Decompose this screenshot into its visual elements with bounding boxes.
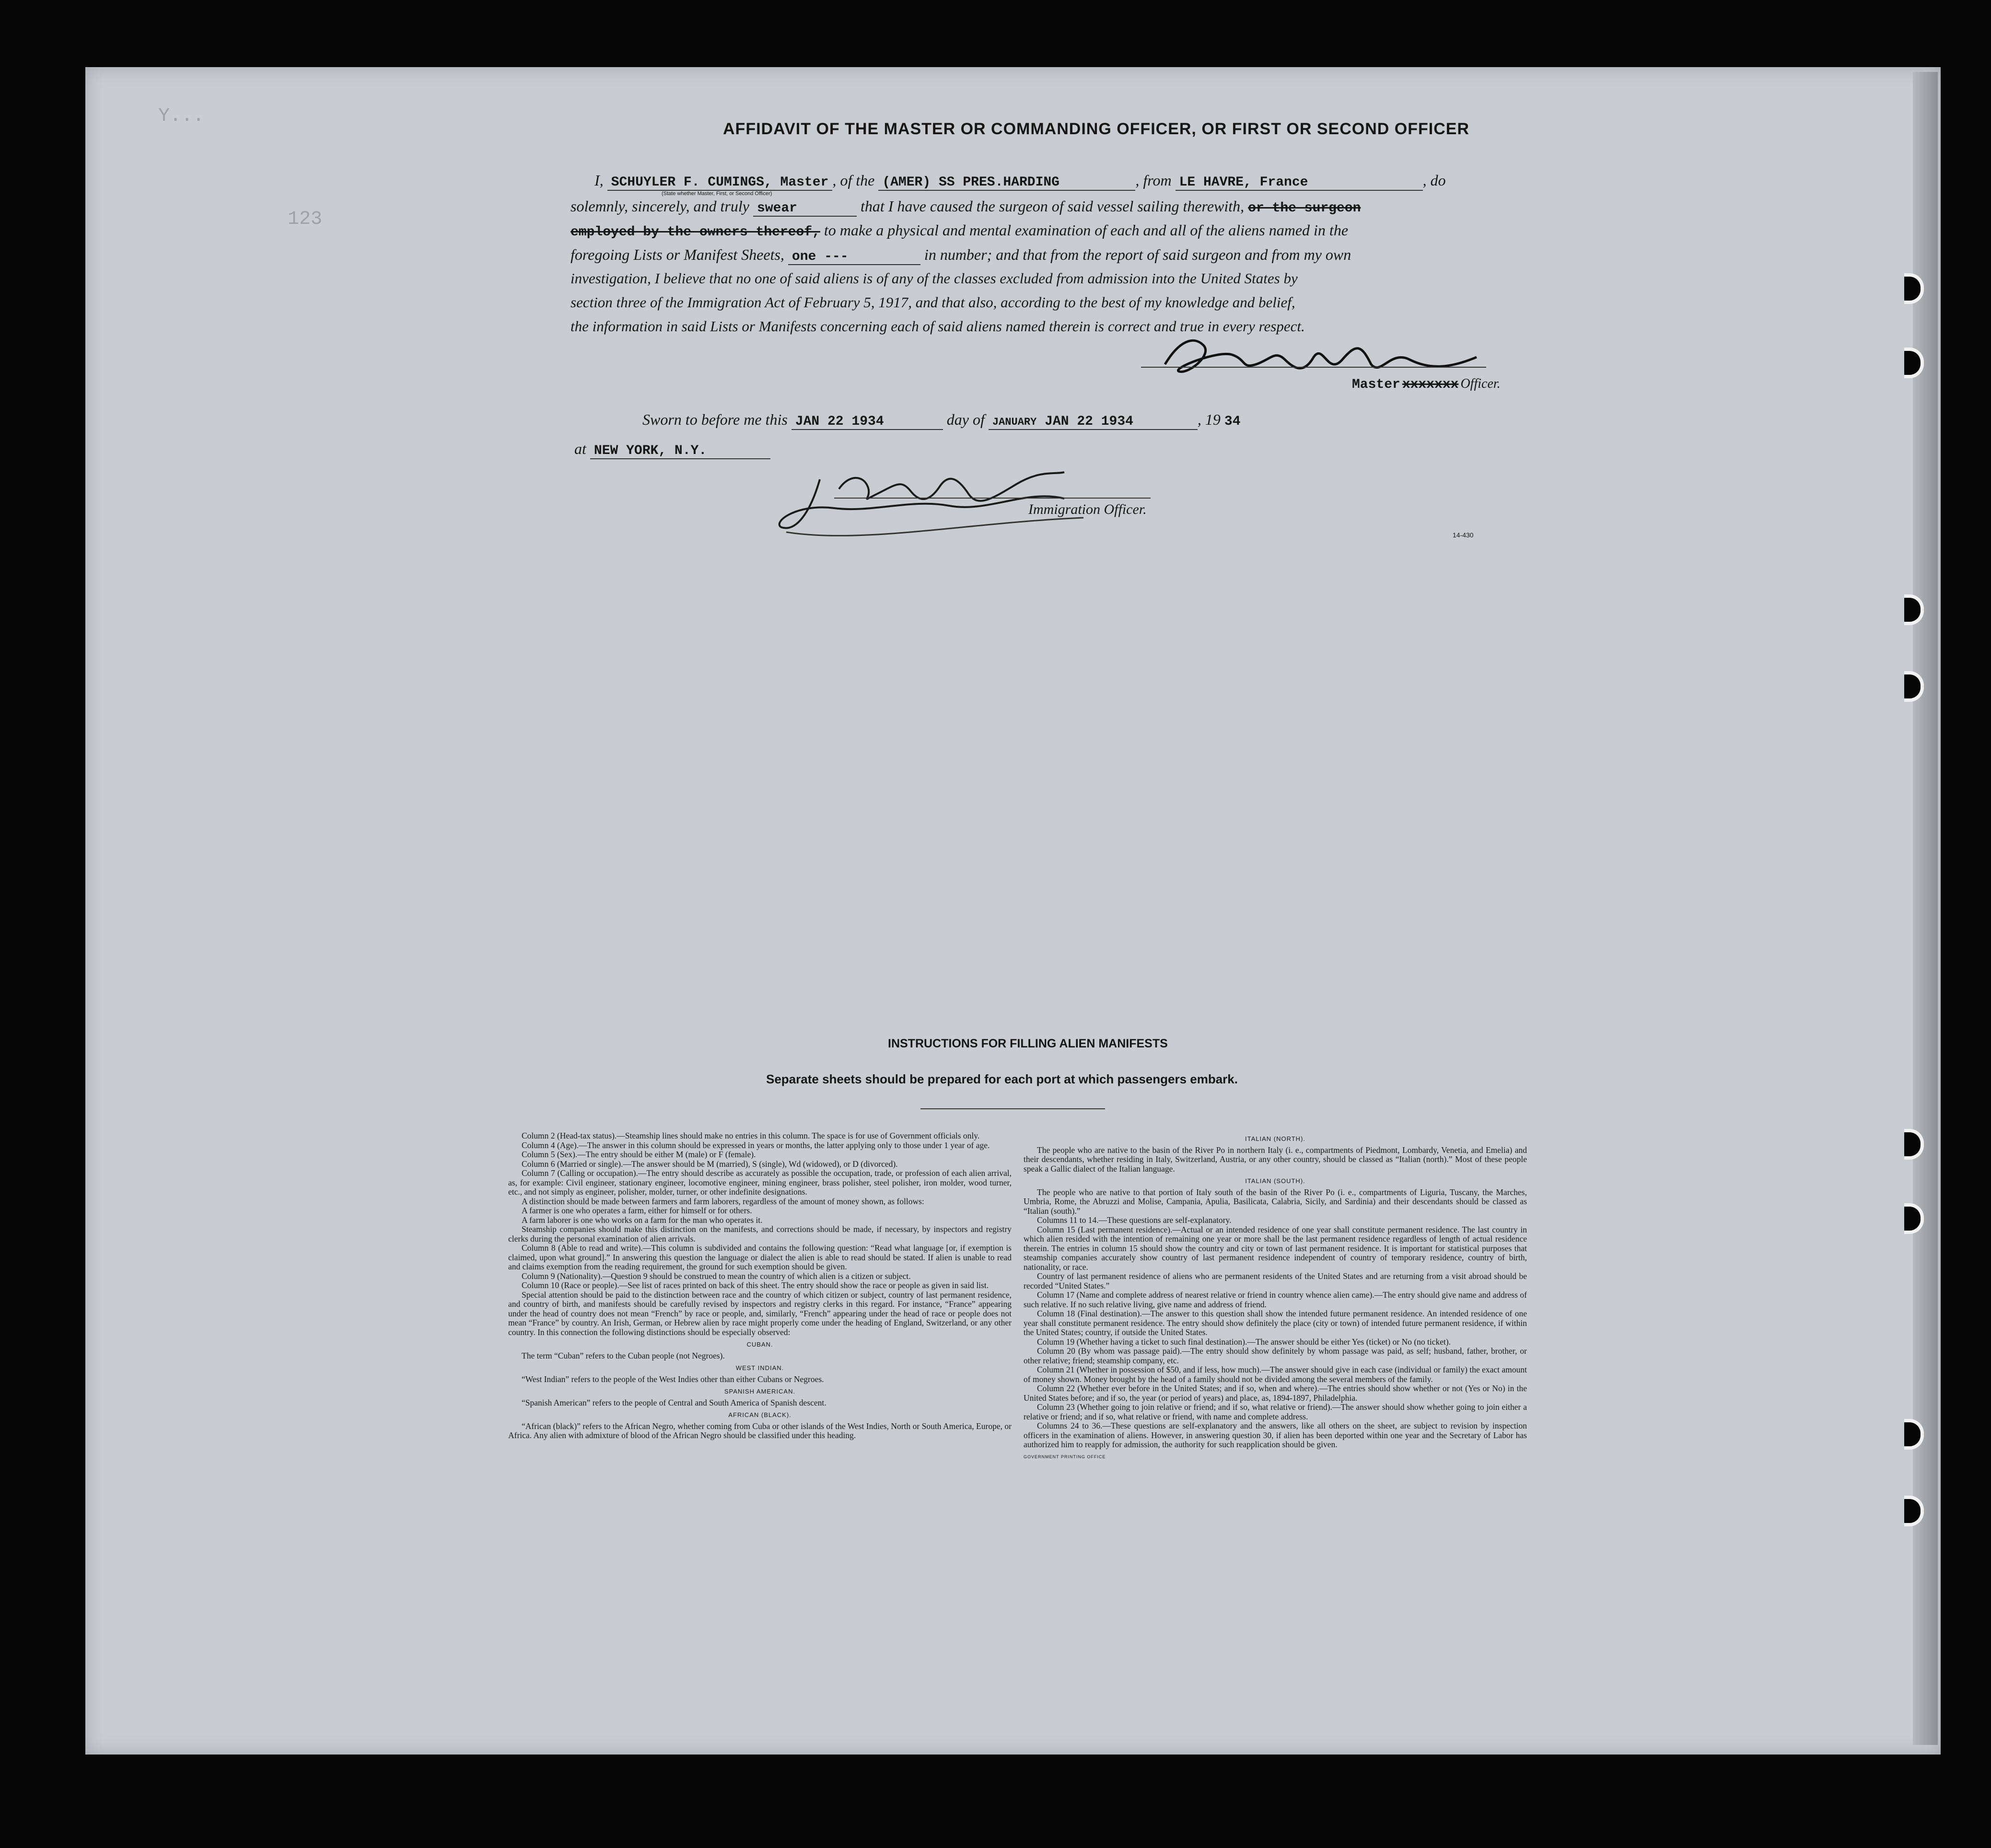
sworn-place-field: NEW YORK, N.Y. [590,443,770,459]
sworn-text-a: Sworn to before me this [642,411,788,428]
instructions-paragraph: Column 4 (Age).—The answer in this column should be expressed in years or months, the latter applying only to those under 1 year of age. [522,1140,990,1150]
instructions-subheading: CUBAN. [746,1341,773,1348]
instructions-paragraph: The people who are native to the basin of the River Po in northern Italy (i. e., compartments of Piedmont, Lombardy, Venetia, and Emelia) and their descendants, whether residing in Italy, Switzerland, Austria, or any other country, should be classed as “Italian (north).” Most of these people speak a Gallic dialect of the Italian language. [1024,1145,1527,1174]
instructions-paragraph: A farm laborer is one who works on a farm for the man who operates it. [522,1215,763,1225]
affidavit-line-4 [571,246,1351,265]
at-label: at [574,440,586,457]
officer-signature-line [834,498,1151,499]
affidavit-line-1 [594,172,1446,191]
master-name-field: SCHUYLER F. CUMINGS, Master [607,175,833,191]
line2-text-a: solemnly, sincerely, and truly [571,198,749,215]
instructions-subheading: SPANISH AMERICAN. [724,1388,796,1395]
instructions-subheading: ITALIAN (NORTH). [1245,1135,1306,1142]
sheet-count-field: one --- [788,249,920,265]
printer-imprint: GOVERNMENT PRINTING OFFICE [1024,1454,1106,1459]
page-edge [1913,72,1938,1745]
margin-ghost-text: Y... [158,105,205,127]
instructions-paragraph: “African (black)” refers to the African Negro, whether coming from Cuba or other islands of the West Indies, North or South America, Europe, or Africa. Any alien with admixture of blood of the African Negro should be classified under this heading. [508,1421,1012,1440]
sworn-place-line [574,440,770,459]
caption-master: Master [1352,377,1400,392]
instructions-paragraph: Column 23 (Whether going to join relative or friend; and if so, what relative or friend).—The answer should show whether going to join either a relative or friend; and if so, what relative or friend, with name and complete address. [1024,1402,1527,1421]
line3-text: to make a physical and mental examination of each and all of the aliens named in the [824,221,1349,239]
caption-struck: xxxxxxx [1402,377,1459,392]
instructions-subheading: ITALIAN (SOUTH). [1245,1177,1305,1185]
instructions-paragraph: A farmer is one who operates a farm, either for himself or for others. [522,1206,752,1215]
line1-of-the: , of the [832,172,875,189]
instructions-paragraph: Column 21 (Whether in possession of $50, and if less, how much).—The answer should give in each case (individual or family) the exact amount of money shown. Money brought by the head of a family should not be divided among the several members of the family. [1024,1365,1527,1384]
instructions-paragraph: Column 15 (Last permanent residence).—Actual or an intended residence of one year shall constitute permanent residence. The last country in which alien resided with the intention of remaining one year or more shall be the last permanent residence regardless of length of actual residence therein. The entries in column 15 should show the country and city or town of last permanent residence. It is important for statistical purposes that steamship companies accurately show country of last permanent residence independent of country of temporary residence, country of birth, nationality, or race. [1024,1224,1527,1272]
instructions-subheading: AFRICAN (BLACK). [728,1411,792,1418]
affidavit-title: AFFIDAVIT OF THE MASTER OR COMMANDING OFFICER, OR FIRST OR SECOND OFFICER [723,120,1469,138]
line1-pre: I, [594,172,604,189]
instructions-paragraph: Column 20 (By whom was passage paid).—The entry should show definitely by whom passage was paid, as self; husband, father, brother, or other relative; friend; steamship company, etc. [1024,1346,1527,1365]
line4-text-a: foregoing Lists or Manifest Sheets, [571,246,784,263]
sworn-day-of: day of [946,411,985,428]
affidavit-line-7: the information in said Lists or Manifests concerning each of said aliens named therein is correct and true in every respect. [571,318,1305,335]
struck-surgeon-text: or the surgeon [1248,201,1361,216]
officer-caption: Immigration Officer. [1028,501,1147,517]
instructions-right-column [1024,1131,1527,1611]
instructions-paragraph: A distinction should be made between farmers and farm laborers, regardless of the amount of money shown, as follows: [522,1196,924,1206]
instructions-paragraph: The people who are native to that portion of Italy south of the basin of the River Po (i. e., compartments of Liguria, Tuscany, the Marches, Umbria, Rome, the Abruzzi and Molise, Campania, Apulia, Basilicata, Calabria, Sicily, and Sardinia) and their descendants should be classed as “Italian (south).” [1024,1187,1527,1216]
sworn-month-field [989,414,1198,430]
margin-ghost-number: 123 [288,209,323,230]
instructions-title: INSTRUCTIONS FOR FILLING ALIEN MANIFESTS [888,1037,1168,1050]
instructions-subtitle: Separate sheets should be prepared for each port at which passengers embark. [766,1072,1238,1086]
instructions-paragraph: Column 5 (Sex).—The entry should be either M (male) or F (female). [522,1150,756,1159]
sworn-year-suffix: 34 [1224,414,1241,429]
instructions-paragraph: “Spanish American” refers to the people of Central and South America of Spanish descent. [522,1397,827,1407]
instructions-paragraph: Column 10 (Race or people).—See list of races printed on back of this sheet. The entry should show the race or people as given in said list. [522,1280,989,1290]
instructions-paragraph: “West Indian” refers to the people of the West Indies other than either Cubans or Negroes. [522,1374,824,1384]
signature-caption [1352,376,1501,392]
instructions-paragraph: Column 19 (Whether having a ticket to such final destination).—The answer should be either Yes (ticket) or No (no ticket). [1037,1337,1451,1347]
sworn-month-stamp: JAN 22 1934 [1045,414,1133,429]
instructions-subheading: WEST INDIAN. [735,1364,784,1371]
instructions-paragraph: The term “Cuban” refers to the Cuban people (not Negroes). [522,1350,725,1360]
instructions-paragraph: Country of last permanent residence of aliens who are permanent residents of the United States and are returning from a visit abroad should be recorded “United States.” [1024,1271,1527,1290]
affidavit-line-3 [571,221,1348,240]
instructions-paragraph: Column 9 (Nationality).—Question 9 should be construed to mean the country of which alien is a citizen or subject. [522,1271,911,1281]
line1-from: , from [1135,172,1172,189]
instructions-paragraph: Column 8 (Able to read and write).—This column is subdivided and contains the following question: “Read what language [or, if exemption is claimed, upon what ground].” In answering this question the language or dialect the alien is able to read should be stated. If alien is unable to read and claims exemption from the reading requirement, the ground for such exemption should be given. [508,1243,1012,1271]
affidavit-line-2 [571,198,1361,217]
master-signature-line [1141,367,1486,368]
affidavit-line-6: section three of the Immigration Act of February 5, 1917, and that also, according to the best of my knowledge and belief, [571,294,1295,311]
sworn-year-prefix: , 19 [1197,411,1221,428]
instructions-paragraph: Column 17 (Name and complete address of nearest relative or friend in country whence alien came).—The entry should give name and address of such relative. If no such relative living, give name and address of friend. [1024,1290,1527,1309]
form-number: 14-430 [1453,531,1474,539]
sworn-line [642,411,1241,430]
rank-caption: (State whether Master, First, or Second Officer) [662,191,772,197]
instructions-paragraph: Special attention should be paid to the distinction between race and the country of which citizen or subject, country of last permanent residence, and country of birth, and manifests should be carefully revised by inspectors and registry clerks in this regard. For instance, “France” appearing under the head of country does not mean “French” by race or people, and, similarly, “French” appearing under the head of race or people does not mean “France” by country. An Irish, German, or Hebrew alien by race might properly come under the heading of England, Switzerland, or any other country. In this connection the following distinctions should be especially observed: [508,1290,1012,1337]
instructions-left-column [508,1131,1012,1611]
instructions-paragraph: Column 7 (Calling or occupation).—The entry should describe as accurately as possible the occupation, trade, or profession of each alien arrival, as, for example: Civil engineer, stationary engineer, locomotive engineer, mining engineer, brass polisher, steel polisher, iron molder, wood turner, etc., and not simply as engineer, polisher, molder, turner, or other indefinite designations. [508,1168,1012,1197]
instructions-paragraph: Column 22 (Whether ever before in the United States; and if so, when and where).—The entries should show whether or not (Yes or No) in the United States before; and if so, the year (or period of years) and place, as, 1894-1897, Philadelphia. [1024,1383,1527,1403]
affidavit-line-5: investigation, I believe that no one of said aliens is of any of the classes excluded from admission into the United States by [571,270,1298,287]
vessel-name-field: (AMER) SS PRES.HARDING [878,175,1135,191]
sworn-date-stamp: JAN 22 1934 [792,414,943,430]
instructions-rule [920,1108,1105,1109]
caption-officer: Officer. [1460,376,1501,391]
instructions-paragraph: Column 18 (Final destination).—The answer to this question shall show the intended future permanent residence. An intended residence of one year shall constitute permanent residence. The entry should show definitely the place (city or town) of intended future permanent residence, if within the United States; country, if outside the United States. [1024,1309,1527,1337]
instructions-paragraph: Column 6 (Married or single).—The answer should be M (married), S (single), Wd (widowed), or D (divorced). [522,1159,898,1169]
instructions-paragraph: Column 2 (Head-tax status).—Steamship lines should make no entries in this column. The space is for use of Government officials only. [522,1131,980,1140]
instructions-paragraph: Columns 11 to 14.—These questions are self-explanatory. [1037,1215,1232,1225]
line4-text-b: in number; and that from the report of said surgeon and from my own [924,246,1351,263]
sworn-month: JANUARY [992,416,1037,428]
instructions-paragraph: Steamship companies should make this distinction on the manifests, and corrections should be made, if necessary, by inspectors and registry clerks during the personal examination of alien arrivals. [508,1224,1012,1244]
struck-owners-text: employed by the owners thereof, [571,225,820,240]
oath-field: swear [753,201,857,217]
line2-text-b: that I have caused the surgeon of said vessel sailing therewith, [860,198,1245,215]
instructions-paragraph: Columns 24 to 36.—These questions are self-explanatory and the answers, like all others on the sheet, are subject to revision by inspection officers in the examination of aliens. However, in answering question 30, if alien has been deported within one year and the Secretary of Labor has authorized him to reapply for admission, the authority for such reapplication should be given. [1024,1421,1527,1449]
line1-do: , do [1422,172,1446,189]
port-field: LE HAVRE, France [1176,175,1423,191]
